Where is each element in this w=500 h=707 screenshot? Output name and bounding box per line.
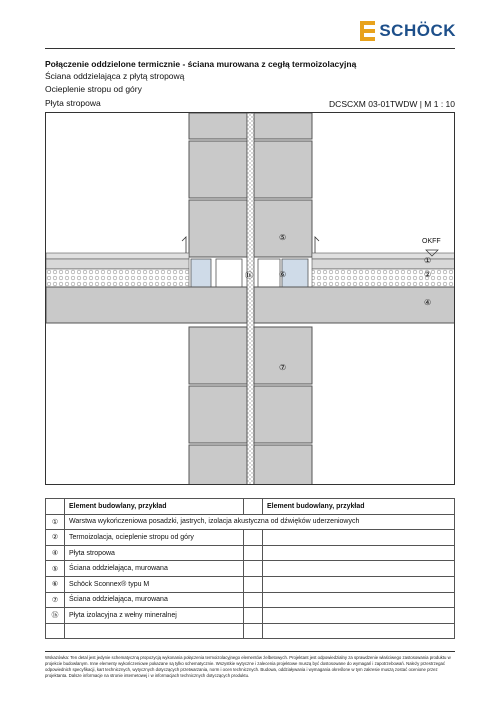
legend-row <box>46 514 455 530</box>
legend-text <box>65 623 244 639</box>
marker-16: ⑯ <box>245 271 253 280</box>
legend-text: Termoizolacja, ocieplenie stropu od góry <box>65 530 244 546</box>
section-drawing <box>46 113 455 485</box>
legend-col-header-left: Element budowlany, przykład <box>65 499 244 515</box>
marker-4: ④ <box>424 298 432 307</box>
legend-text: Płyta izolacyjna z wełny mineralnej <box>65 608 244 624</box>
detail-drawing <box>45 112 455 485</box>
brand-wordmark: SCHÖCK <box>379 21 456 40</box>
legend-num <box>46 623 65 639</box>
legend-num: ④ <box>46 545 65 561</box>
header-rule <box>45 48 455 49</box>
legend-num: ① <box>46 514 65 530</box>
legend-row <box>46 576 455 592</box>
legend-num: ⑦ <box>46 592 65 608</box>
mineral-wool-board <box>247 113 254 485</box>
subtitle-3: Płyta stropowa <box>45 98 101 108</box>
marker-2: ② <box>424 270 432 279</box>
legend-num: ⑥ <box>46 576 65 592</box>
legend-row <box>46 545 455 561</box>
okff-label: OKFF <box>422 238 441 245</box>
legend-num: ⑯ <box>46 608 65 624</box>
legend-text: Ściana oddzielająca, murowana <box>65 592 244 608</box>
drawing-code: DCSCXM 03-01TWDW | M 1 : 10 <box>329 99 455 109</box>
legend-text: Warstwa wykończeniowa posadzki, jastrych, izolacja akustyczna od dźwięków uderzeniowych <box>65 514 455 530</box>
legend-row <box>46 623 455 639</box>
legend-row <box>46 561 455 577</box>
footer-note: Wskazówka: Ten detal jest jedynie schematyczną propozycją wykonania połączenia termoizolacyjnego elementów żelbetowych. Projektant jest odpowiedzialny za sprawdzenie właściwego zastosowania produktu w projekcie budowlanym. Inne elementy wykończeniowe pokazane są tylko schematycznie. Wszystkie wytyczne i zalecenia projektowe muszą być dostosowane do wymagań i zapotrzebowań. Należy przestrzegać odpowiednich specyfikacji, kart technicznych, wytycznych dotyczących przetwarzania, norm i ocen technicznych. Budowa, oddziaływania i wymagania określone w tym zakresie muszą zostać ocenione przez projektanta. Dalsze informacje na stronie internetowej i w informacjach technicznych dotyczących produktu. <box>45 651 455 679</box>
legend-text: Ściana oddzielająca, murowana <box>65 561 244 577</box>
schock-logo-icon <box>360 21 375 41</box>
legend-col-header-right: Element budowlany, przykład <box>263 499 455 515</box>
marker-1: ① <box>424 256 432 265</box>
marker-5: ⑤ <box>279 233 287 242</box>
legend-row <box>46 608 455 624</box>
marker-6: ⑥ <box>279 270 287 279</box>
legend-table <box>45 498 455 639</box>
page-title: Połączenie oddzielone termicznie - ściana murowana z cegłą termoizolacyjną <box>45 59 357 69</box>
legend-num: ⑤ <box>46 561 65 577</box>
legend-row <box>46 592 455 608</box>
brand-logo <box>360 20 456 42</box>
marker-7: ⑦ <box>279 363 287 372</box>
legend-row <box>46 530 455 546</box>
subtitle-1: Ściana oddzielająca z płytą stropową <box>45 71 185 81</box>
legend-text: Płyta stropowa <box>65 545 244 561</box>
legend-text: Schöck Sconnex® typu M <box>65 576 244 592</box>
floor-slab-left <box>46 287 247 323</box>
legend-header-row <box>46 499 455 515</box>
subtitle-2: Ocieplenie stropu od góry <box>45 84 142 94</box>
legend-num: ② <box>46 530 65 546</box>
